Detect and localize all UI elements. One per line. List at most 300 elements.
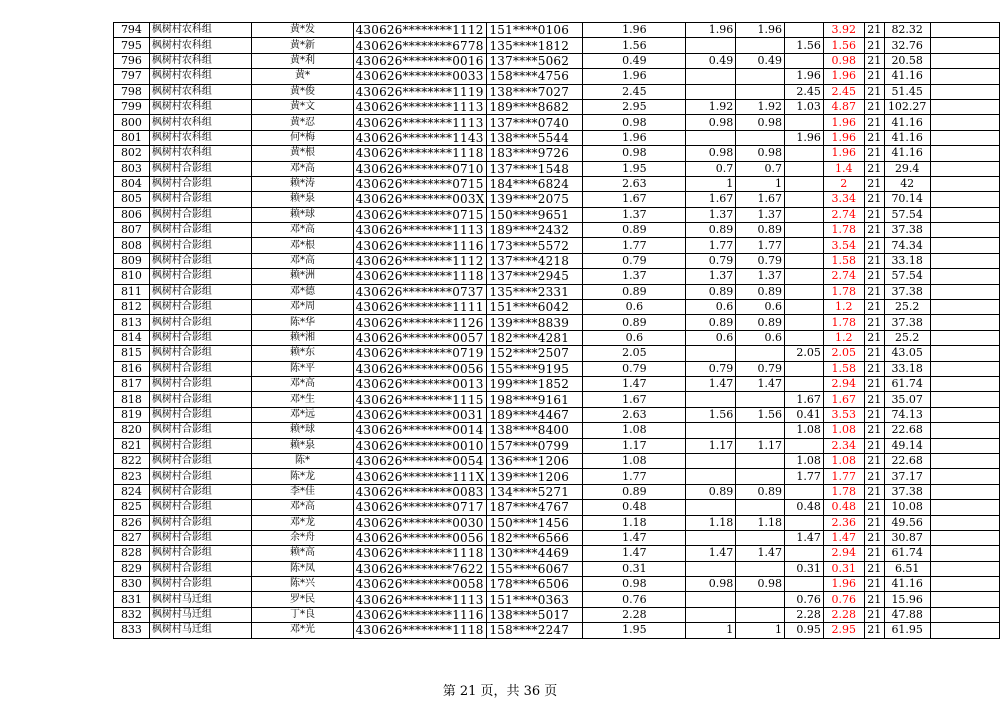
total-area-cell: 3.54 bbox=[823, 238, 864, 253]
table-row bbox=[114, 161, 1000, 176]
id-number-cell: 430626********0054 bbox=[353, 453, 487, 468]
area-b-cell bbox=[686, 346, 736, 361]
area-cell: 2.95 bbox=[583, 99, 686, 114]
area-d-cell bbox=[784, 361, 823, 376]
area-d-cell bbox=[784, 376, 823, 391]
id-number-cell: 430626********0719 bbox=[353, 346, 487, 361]
area-b-cell: 0.6 bbox=[686, 300, 736, 315]
group-cell: 枫树村马迁组 bbox=[149, 607, 252, 622]
phone-cell: 139****8839 bbox=[487, 315, 583, 330]
area-cell: 1.96 bbox=[583, 69, 686, 84]
amount-cell: 32.76 bbox=[884, 38, 930, 53]
area-d-cell: 1.67 bbox=[784, 392, 823, 407]
id-number-cell: 430626********7622 bbox=[353, 561, 487, 576]
id-number-cell: 430626********0058 bbox=[353, 577, 487, 592]
id-number-cell: 430626********0057 bbox=[353, 330, 487, 345]
area-c-cell: 1.77 bbox=[736, 238, 785, 253]
row-number-cell: 811 bbox=[114, 284, 150, 299]
table-row bbox=[114, 453, 1000, 468]
table-row bbox=[114, 346, 1000, 361]
area-cell: 1.08 bbox=[583, 423, 686, 438]
amount-cell: 61.74 bbox=[884, 376, 930, 391]
name-cell: 黄*新 bbox=[252, 38, 353, 53]
blank-cell bbox=[930, 407, 999, 422]
blank-cell bbox=[930, 453, 999, 468]
table-row bbox=[114, 223, 1000, 238]
area-c-cell: 0.79 bbox=[736, 253, 785, 268]
rate-cell: 21 bbox=[864, 69, 884, 84]
area-cell: 0.89 bbox=[583, 223, 686, 238]
table-row bbox=[114, 623, 1000, 638]
id-number-cell: 430626********1113 bbox=[353, 592, 487, 607]
name-cell: 何*梅 bbox=[252, 130, 353, 145]
rate-cell: 21 bbox=[864, 392, 884, 407]
table-row bbox=[114, 38, 1000, 53]
rate-cell: 21 bbox=[864, 530, 884, 545]
area-cell: 1.37 bbox=[583, 269, 686, 284]
table-row bbox=[114, 469, 1000, 484]
area-d-cell: 0.31 bbox=[784, 561, 823, 576]
name-cell: 陈* bbox=[252, 453, 353, 468]
area-c-cell: 1.92 bbox=[736, 99, 785, 114]
area-cell: 1.47 bbox=[583, 530, 686, 545]
phone-cell: 198****9161 bbox=[487, 392, 583, 407]
row-number-cell: 794 bbox=[114, 23, 150, 38]
area-b-cell: 0.98 bbox=[686, 577, 736, 592]
row-number-cell: 819 bbox=[114, 407, 150, 422]
table-row bbox=[114, 577, 1000, 592]
blank-cell bbox=[930, 130, 999, 145]
name-cell: 赖*高 bbox=[252, 546, 353, 561]
blank-cell bbox=[930, 607, 999, 622]
amount-cell: 43.05 bbox=[884, 346, 930, 361]
phone-cell: 178****6506 bbox=[487, 577, 583, 592]
blank-cell bbox=[930, 284, 999, 299]
amount-cell: 41.16 bbox=[884, 130, 930, 145]
group-cell: 枫树村合影组 bbox=[149, 238, 252, 253]
rate-cell: 21 bbox=[864, 361, 884, 376]
row-number-cell: 816 bbox=[114, 361, 150, 376]
area-cell: 0.6 bbox=[583, 330, 686, 345]
group-cell: 枫树村合影组 bbox=[149, 330, 252, 345]
blank-cell bbox=[930, 192, 999, 207]
group-cell: 枫树村马迁组 bbox=[149, 592, 252, 607]
blank-cell bbox=[930, 69, 999, 84]
id-number-cell: 430626********6778 bbox=[353, 38, 487, 53]
area-b-cell: 1.17 bbox=[686, 438, 736, 453]
rate-cell: 21 bbox=[864, 623, 884, 638]
total-area-cell: 1.58 bbox=[823, 361, 864, 376]
total-area-cell: 1.96 bbox=[823, 130, 864, 145]
area-c-cell bbox=[736, 530, 785, 545]
group-cell: 枫树村马迁组 bbox=[149, 623, 252, 638]
group-cell: 枫树村合影组 bbox=[149, 577, 252, 592]
id-number-cell: 430626********0083 bbox=[353, 484, 487, 499]
rate-cell: 21 bbox=[864, 53, 884, 68]
phone-cell: 152****2507 bbox=[487, 346, 583, 361]
area-b-cell bbox=[686, 453, 736, 468]
rate-cell: 21 bbox=[864, 561, 884, 576]
total-area-cell: 3.92 bbox=[823, 23, 864, 38]
id-number-cell: 430626********1116 bbox=[353, 238, 487, 253]
phone-cell: 155****9195 bbox=[487, 361, 583, 376]
group-cell: 枫树村合影组 bbox=[149, 161, 252, 176]
table-row bbox=[114, 607, 1000, 622]
total-area-cell: 1.78 bbox=[823, 223, 864, 238]
area-c-cell bbox=[736, 469, 785, 484]
id-number-cell: 430626********1113 bbox=[353, 223, 487, 238]
total-area-cell: 1.56 bbox=[823, 38, 864, 53]
total-area-cell: 1.78 bbox=[823, 284, 864, 299]
blank-cell bbox=[930, 577, 999, 592]
row-number-cell: 817 bbox=[114, 376, 150, 391]
total-area-cell: 2.28 bbox=[823, 607, 864, 622]
row-number-cell: 823 bbox=[114, 469, 150, 484]
rate-cell: 21 bbox=[864, 99, 884, 114]
row-number-cell: 809 bbox=[114, 253, 150, 268]
id-number-cell: 430626********0033 bbox=[353, 69, 487, 84]
area-c-cell: 0.6 bbox=[736, 300, 785, 315]
area-d-cell: 1.03 bbox=[784, 99, 823, 114]
total-area-cell: 1.96 bbox=[823, 69, 864, 84]
area-b-cell: 1.37 bbox=[686, 207, 736, 222]
area-c-cell: 1.37 bbox=[736, 207, 785, 222]
area-cell: 0.48 bbox=[583, 500, 686, 515]
table-row bbox=[114, 84, 1000, 99]
id-number-cell: 430626********1119 bbox=[353, 84, 487, 99]
area-cell: 1.77 bbox=[583, 238, 686, 253]
table-row bbox=[114, 500, 1000, 515]
area-b-cell: 1.37 bbox=[686, 269, 736, 284]
area-d-cell bbox=[784, 207, 823, 222]
amount-cell: 25.2 bbox=[884, 330, 930, 345]
phone-cell: 189****4467 bbox=[487, 407, 583, 422]
id-number-cell: 430626********1112 bbox=[353, 23, 487, 38]
phone-cell: 138****5544 bbox=[487, 130, 583, 145]
area-b-cell bbox=[686, 592, 736, 607]
row-number-cell: 821 bbox=[114, 438, 150, 453]
name-cell: 陈*龙 bbox=[252, 469, 353, 484]
amount-cell: 20.58 bbox=[884, 53, 930, 68]
area-c-cell: 0.89 bbox=[736, 284, 785, 299]
area-b-cell: 0.79 bbox=[686, 253, 736, 268]
id-number-cell: 430626********0030 bbox=[353, 515, 487, 530]
name-cell: 黄*忍 bbox=[252, 115, 353, 130]
group-cell: 枫树村合影组 bbox=[149, 315, 252, 330]
blank-cell bbox=[930, 392, 999, 407]
table-row bbox=[114, 438, 1000, 453]
amount-cell: 41.16 bbox=[884, 115, 930, 130]
amount-cell: 29.4 bbox=[884, 161, 930, 176]
name-cell: 邓*高 bbox=[252, 500, 353, 515]
group-cell: 枫树村农科组 bbox=[149, 115, 252, 130]
total-area-cell: 0.48 bbox=[823, 500, 864, 515]
total-area-cell: 0.98 bbox=[823, 53, 864, 68]
area-c-cell bbox=[736, 500, 785, 515]
area-c-cell: 1.67 bbox=[736, 192, 785, 207]
area-d-cell bbox=[784, 315, 823, 330]
amount-cell: 57.54 bbox=[884, 207, 930, 222]
table-row bbox=[114, 269, 1000, 284]
phone-cell: 150****9651 bbox=[487, 207, 583, 222]
phone-cell: 182****4281 bbox=[487, 330, 583, 345]
area-b-cell: 0.7 bbox=[686, 161, 736, 176]
row-number-cell: 825 bbox=[114, 500, 150, 515]
group-cell: 枫树村合影组 bbox=[149, 500, 252, 515]
id-number-cell: 430626********1113 bbox=[353, 99, 487, 114]
total-area-cell: 1.96 bbox=[823, 115, 864, 130]
area-cell: 1.96 bbox=[583, 23, 686, 38]
name-cell: 邓*光 bbox=[252, 623, 353, 638]
area-c-cell: 0.49 bbox=[736, 53, 785, 68]
group-cell: 枫树村合影组 bbox=[149, 300, 252, 315]
area-c-cell: 1.96 bbox=[736, 23, 785, 38]
rate-cell: 21 bbox=[864, 438, 884, 453]
phone-cell: 155****6067 bbox=[487, 561, 583, 576]
id-number-cell: 430626********1118 bbox=[353, 146, 487, 161]
group-cell: 枫树村农科组 bbox=[149, 130, 252, 145]
area-b-cell: 1.77 bbox=[686, 238, 736, 253]
rate-cell: 21 bbox=[864, 592, 884, 607]
amount-cell: 49.56 bbox=[884, 515, 930, 530]
group-cell: 枫树村合影组 bbox=[149, 192, 252, 207]
name-cell: 陈*平 bbox=[252, 361, 353, 376]
row-number-cell: 812 bbox=[114, 300, 150, 315]
area-b-cell: 0.6 bbox=[686, 330, 736, 345]
table-row bbox=[114, 176, 1000, 191]
area-c-cell bbox=[736, 423, 785, 438]
name-cell: 赖*湘 bbox=[252, 330, 353, 345]
amount-cell: 57.54 bbox=[884, 269, 930, 284]
area-cell: 1.67 bbox=[583, 192, 686, 207]
total-area-cell: 1.77 bbox=[823, 469, 864, 484]
area-b-cell: 0.89 bbox=[686, 223, 736, 238]
blank-cell bbox=[930, 530, 999, 545]
area-c-cell: 1.56 bbox=[736, 407, 785, 422]
rate-cell: 21 bbox=[864, 315, 884, 330]
phone-cell: 139****1206 bbox=[487, 469, 583, 484]
total-area-cell: 0.76 bbox=[823, 592, 864, 607]
name-cell: 陈*华 bbox=[252, 315, 353, 330]
area-cell: 1.47 bbox=[583, 546, 686, 561]
blank-cell bbox=[930, 269, 999, 284]
phone-cell: 189****8682 bbox=[487, 99, 583, 114]
rate-cell: 21 bbox=[864, 130, 884, 145]
area-cell: 0.98 bbox=[583, 577, 686, 592]
table-row bbox=[114, 130, 1000, 145]
phone-cell: 130****4469 bbox=[487, 546, 583, 561]
total-area-cell: 1.78 bbox=[823, 315, 864, 330]
area-b-cell bbox=[686, 69, 736, 84]
total-area-cell: 1.2 bbox=[823, 300, 864, 315]
table-row bbox=[114, 484, 1000, 499]
group-cell: 枫树村农科组 bbox=[149, 69, 252, 84]
amount-cell: 15.96 bbox=[884, 592, 930, 607]
group-cell: 枫树村合影组 bbox=[149, 453, 252, 468]
row-number-cell: 804 bbox=[114, 176, 150, 191]
area-c-cell: 1.17 bbox=[736, 438, 785, 453]
row-number-cell: 805 bbox=[114, 192, 150, 207]
total-area-cell: 2.05 bbox=[823, 346, 864, 361]
blank-cell bbox=[930, 300, 999, 315]
table-row bbox=[114, 146, 1000, 161]
amount-cell: 41.16 bbox=[884, 577, 930, 592]
area-cell: 0.31 bbox=[583, 561, 686, 576]
area-b-cell: 0.49 bbox=[686, 53, 736, 68]
blank-cell bbox=[930, 253, 999, 268]
name-cell: 余*舟 bbox=[252, 530, 353, 545]
rate-cell: 21 bbox=[864, 376, 884, 391]
name-cell: 邓*周 bbox=[252, 300, 353, 315]
id-number-cell: 430626********0013 bbox=[353, 376, 487, 391]
amount-cell: 42 bbox=[884, 176, 930, 191]
area-cell: 0.98 bbox=[583, 146, 686, 161]
blank-cell bbox=[930, 346, 999, 361]
area-d-cell: 1.08 bbox=[784, 453, 823, 468]
group-cell: 枫树村合影组 bbox=[149, 392, 252, 407]
area-b-cell bbox=[686, 561, 736, 576]
area-cell: 2.63 bbox=[583, 407, 686, 422]
page-footer: 第 21 页，共 36 页 bbox=[442, 684, 558, 699]
total-area-cell: 2.45 bbox=[823, 84, 864, 99]
row-number-cell: 813 bbox=[114, 315, 150, 330]
amount-cell: 37.38 bbox=[884, 223, 930, 238]
area-c-cell: 0.98 bbox=[736, 146, 785, 161]
rate-cell: 21 bbox=[864, 38, 884, 53]
rate-cell: 21 bbox=[864, 207, 884, 222]
phone-cell: 151****0106 bbox=[487, 23, 583, 38]
area-cell: 1.77 bbox=[583, 469, 686, 484]
blank-cell bbox=[930, 315, 999, 330]
area-cell: 0.98 bbox=[583, 115, 686, 130]
table-row bbox=[114, 253, 1000, 268]
table-row bbox=[114, 530, 1000, 545]
group-cell: 枫树村合影组 bbox=[149, 561, 252, 576]
row-number-cell: 831 bbox=[114, 592, 150, 607]
blank-cell bbox=[930, 207, 999, 222]
phone-cell: 158****2247 bbox=[487, 623, 583, 638]
id-number-cell: 430626********1118 bbox=[353, 546, 487, 561]
total-area-cell: 4.87 bbox=[823, 99, 864, 114]
name-cell: 李*佳 bbox=[252, 484, 353, 499]
area-b-cell bbox=[686, 84, 736, 99]
row-number-cell: 833 bbox=[114, 623, 150, 638]
table-row bbox=[114, 23, 1000, 38]
area-d-cell bbox=[784, 253, 823, 268]
group-cell: 枫树村农科组 bbox=[149, 38, 252, 53]
amount-cell: 25.2 bbox=[884, 300, 930, 315]
area-d-cell bbox=[784, 438, 823, 453]
name-cell: 邓*生 bbox=[252, 392, 353, 407]
id-number-cell: 430626********1116 bbox=[353, 607, 487, 622]
row-number-cell: 807 bbox=[114, 223, 150, 238]
area-d-cell bbox=[784, 577, 823, 592]
amount-cell: 49.14 bbox=[884, 438, 930, 453]
group-cell: 枫树村农科组 bbox=[149, 23, 252, 38]
phone-cell: 137****4218 bbox=[487, 253, 583, 268]
area-c-cell: 0.98 bbox=[736, 577, 785, 592]
amount-cell: 41.16 bbox=[884, 146, 930, 161]
row-number-cell: 808 bbox=[114, 238, 150, 253]
phone-cell: 137****0740 bbox=[487, 115, 583, 130]
area-b-cell: 1.47 bbox=[686, 546, 736, 561]
area-c-cell: 1 bbox=[736, 623, 785, 638]
phone-cell: 157****0799 bbox=[487, 438, 583, 453]
area-c-cell bbox=[736, 392, 785, 407]
table-row bbox=[114, 515, 1000, 530]
area-c-cell: 1.18 bbox=[736, 515, 785, 530]
rate-cell: 21 bbox=[864, 453, 884, 468]
phone-cell: 135****2331 bbox=[487, 284, 583, 299]
area-cell: 2.28 bbox=[583, 607, 686, 622]
group-cell: 枫树村合影组 bbox=[149, 223, 252, 238]
area-c-cell: 0.6 bbox=[736, 330, 785, 345]
area-b-cell: 1 bbox=[686, 176, 736, 191]
blank-cell bbox=[930, 146, 999, 161]
table-row bbox=[114, 99, 1000, 114]
area-c-cell bbox=[736, 38, 785, 53]
group-cell: 枫树村合影组 bbox=[149, 469, 252, 484]
area-d-cell: 1.08 bbox=[784, 423, 823, 438]
total-area-cell: 1.96 bbox=[823, 146, 864, 161]
row-number-cell: 803 bbox=[114, 161, 150, 176]
rate-cell: 21 bbox=[864, 84, 884, 99]
total-area-cell: 1.78 bbox=[823, 484, 864, 499]
area-d-cell: 0.95 bbox=[784, 623, 823, 638]
id-number-cell: 430626********1126 bbox=[353, 315, 487, 330]
area-c-cell: 1.47 bbox=[736, 546, 785, 561]
blank-cell bbox=[930, 361, 999, 376]
data-table bbox=[113, 22, 1000, 639]
rate-cell: 21 bbox=[864, 469, 884, 484]
id-number-cell: 430626********1118 bbox=[353, 623, 487, 638]
table-row bbox=[114, 284, 1000, 299]
amount-cell: 102.27 bbox=[884, 99, 930, 114]
area-d-cell: 1.56 bbox=[784, 38, 823, 53]
area-c-cell bbox=[736, 561, 785, 576]
area-c-cell: 1.37 bbox=[736, 269, 785, 284]
name-cell: 邓*根 bbox=[252, 238, 353, 253]
row-number-cell: 830 bbox=[114, 577, 150, 592]
area-c-cell: 0.98 bbox=[736, 115, 785, 130]
total-area-cell: 2.36 bbox=[823, 515, 864, 530]
total-area-cell: 2 bbox=[823, 176, 864, 191]
phone-cell: 138****5017 bbox=[487, 607, 583, 622]
phone-cell: 173****5572 bbox=[487, 238, 583, 253]
area-d-cell: 0.41 bbox=[784, 407, 823, 422]
area-b-cell bbox=[686, 392, 736, 407]
blank-cell bbox=[930, 561, 999, 576]
area-cell: 2.63 bbox=[583, 176, 686, 191]
area-d-cell bbox=[784, 238, 823, 253]
row-number-cell: 810 bbox=[114, 269, 150, 284]
blank-cell bbox=[930, 484, 999, 499]
area-cell: 1.08 bbox=[583, 453, 686, 468]
amount-cell: 33.18 bbox=[884, 361, 930, 376]
blank-cell bbox=[930, 84, 999, 99]
blank-cell bbox=[930, 176, 999, 191]
amount-cell: 22.68 bbox=[884, 453, 930, 468]
rate-cell: 21 bbox=[864, 330, 884, 345]
group-cell: 枫树村合影组 bbox=[149, 484, 252, 499]
name-cell: 黄*俊 bbox=[252, 84, 353, 99]
area-c-cell bbox=[736, 607, 785, 622]
amount-cell: 30.87 bbox=[884, 530, 930, 545]
row-number-cell: 797 bbox=[114, 69, 150, 84]
blank-cell bbox=[930, 546, 999, 561]
table-row bbox=[114, 592, 1000, 607]
name-cell: 黄* bbox=[252, 69, 353, 84]
